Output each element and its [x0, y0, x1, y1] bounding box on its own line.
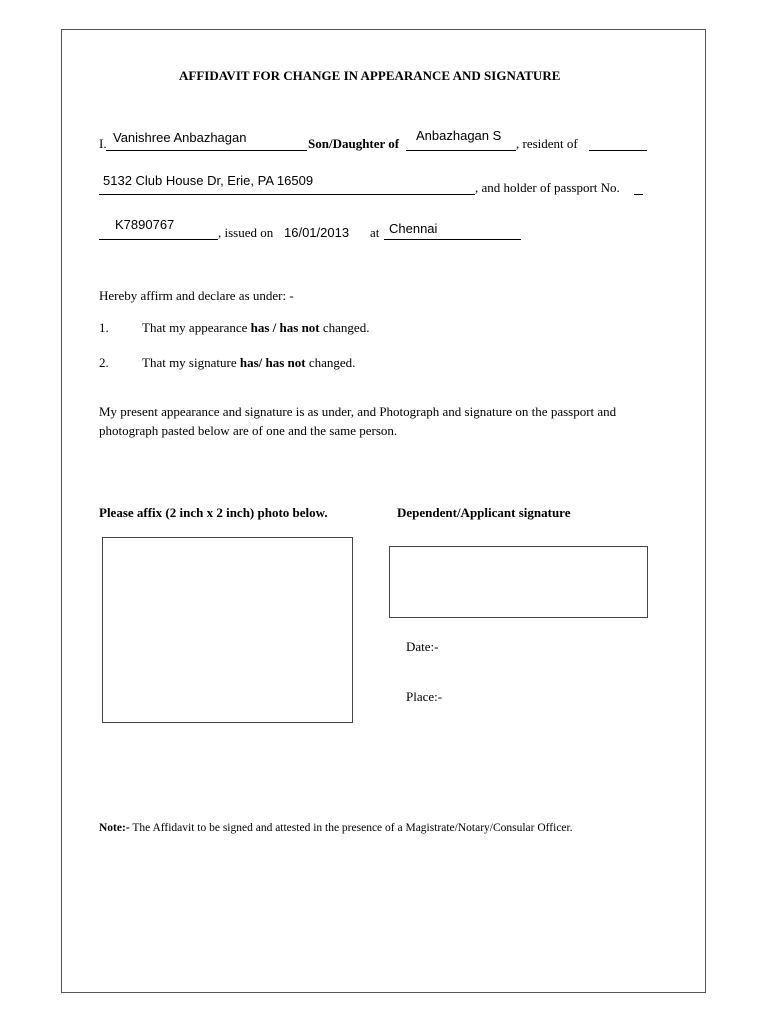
note-label: Note:- [99, 822, 130, 834]
document-title: AFFIDAVIT FOR CHANGE IN APPEARANCE AND SIGNATURE [179, 68, 561, 83]
resident-label: , resident of [516, 136, 578, 151]
photo-label: Please affix (2 inch x 2 inch) photo below. [99, 505, 328, 520]
resident-underline [589, 150, 647, 151]
relation-label: Son/Daughter of [308, 136, 400, 151]
place-label: Place:- [406, 689, 443, 704]
name-underline [106, 150, 307, 151]
issue-date-field[interactable]: 16/01/2013 [284, 225, 350, 240]
declaration-item-1-text: That my appearance [142, 320, 248, 335]
place-issued-field[interactable]: Chennai [389, 221, 438, 236]
declaration-item-1 [142, 320, 369, 336]
declaration-item-2-choice[interactable]: has/ has not [239, 355, 306, 370]
address-underline [99, 194, 475, 195]
name-prefix: I. [99, 136, 107, 151]
date-label: Date:- [406, 639, 439, 654]
parent-underline [406, 150, 516, 151]
passport-number-field[interactable]: K7890767 [115, 217, 175, 232]
note [99, 822, 573, 834]
declaration-item-2-number: 2. [99, 355, 109, 370]
address-field[interactable]: 5132 Club House Dr, Erie, PA 16509 [103, 173, 314, 188]
place-issued-underline [384, 239, 521, 240]
declaration-item-2-text: That my signature [142, 355, 237, 370]
at-label: at [370, 225, 380, 240]
statement-line-1: My present appearance and signature is as under, and Photograph and signature on the passport and [99, 404, 617, 419]
passport-label: , and holder of passport No. [475, 180, 620, 195]
signature-label: Dependent/Applicant signature [397, 505, 571, 520]
declaration-item-1-end: changed. [322, 320, 370, 335]
declaration-intro: Hereby affirm and declare as under: - [99, 288, 294, 303]
note-text: The Affidavit to be signed and attested in the presence of a Magistrate/Notary/Consular Officer. [129, 822, 573, 834]
passport-no-underline [99, 239, 218, 240]
declaration-item-2-end: changed. [308, 355, 356, 370]
photo-box[interactable] [102, 537, 353, 723]
signature-box[interactable] [389, 546, 648, 618]
parent-name-field[interactable]: Anbazhagan S [416, 128, 502, 143]
passport-underline-start [634, 194, 643, 195]
declaration-item-1-choice[interactable]: has / has not [250, 320, 320, 335]
statement-line-2: photograph pasted below are of one and the same person. [99, 423, 398, 438]
applicant-name-field[interactable]: Vanishree Anbazhagan [113, 130, 247, 145]
declaration-item-1-number: 1. [99, 320, 109, 335]
declaration-item-2 [142, 355, 355, 371]
issued-label: , issued on [218, 225, 274, 240]
